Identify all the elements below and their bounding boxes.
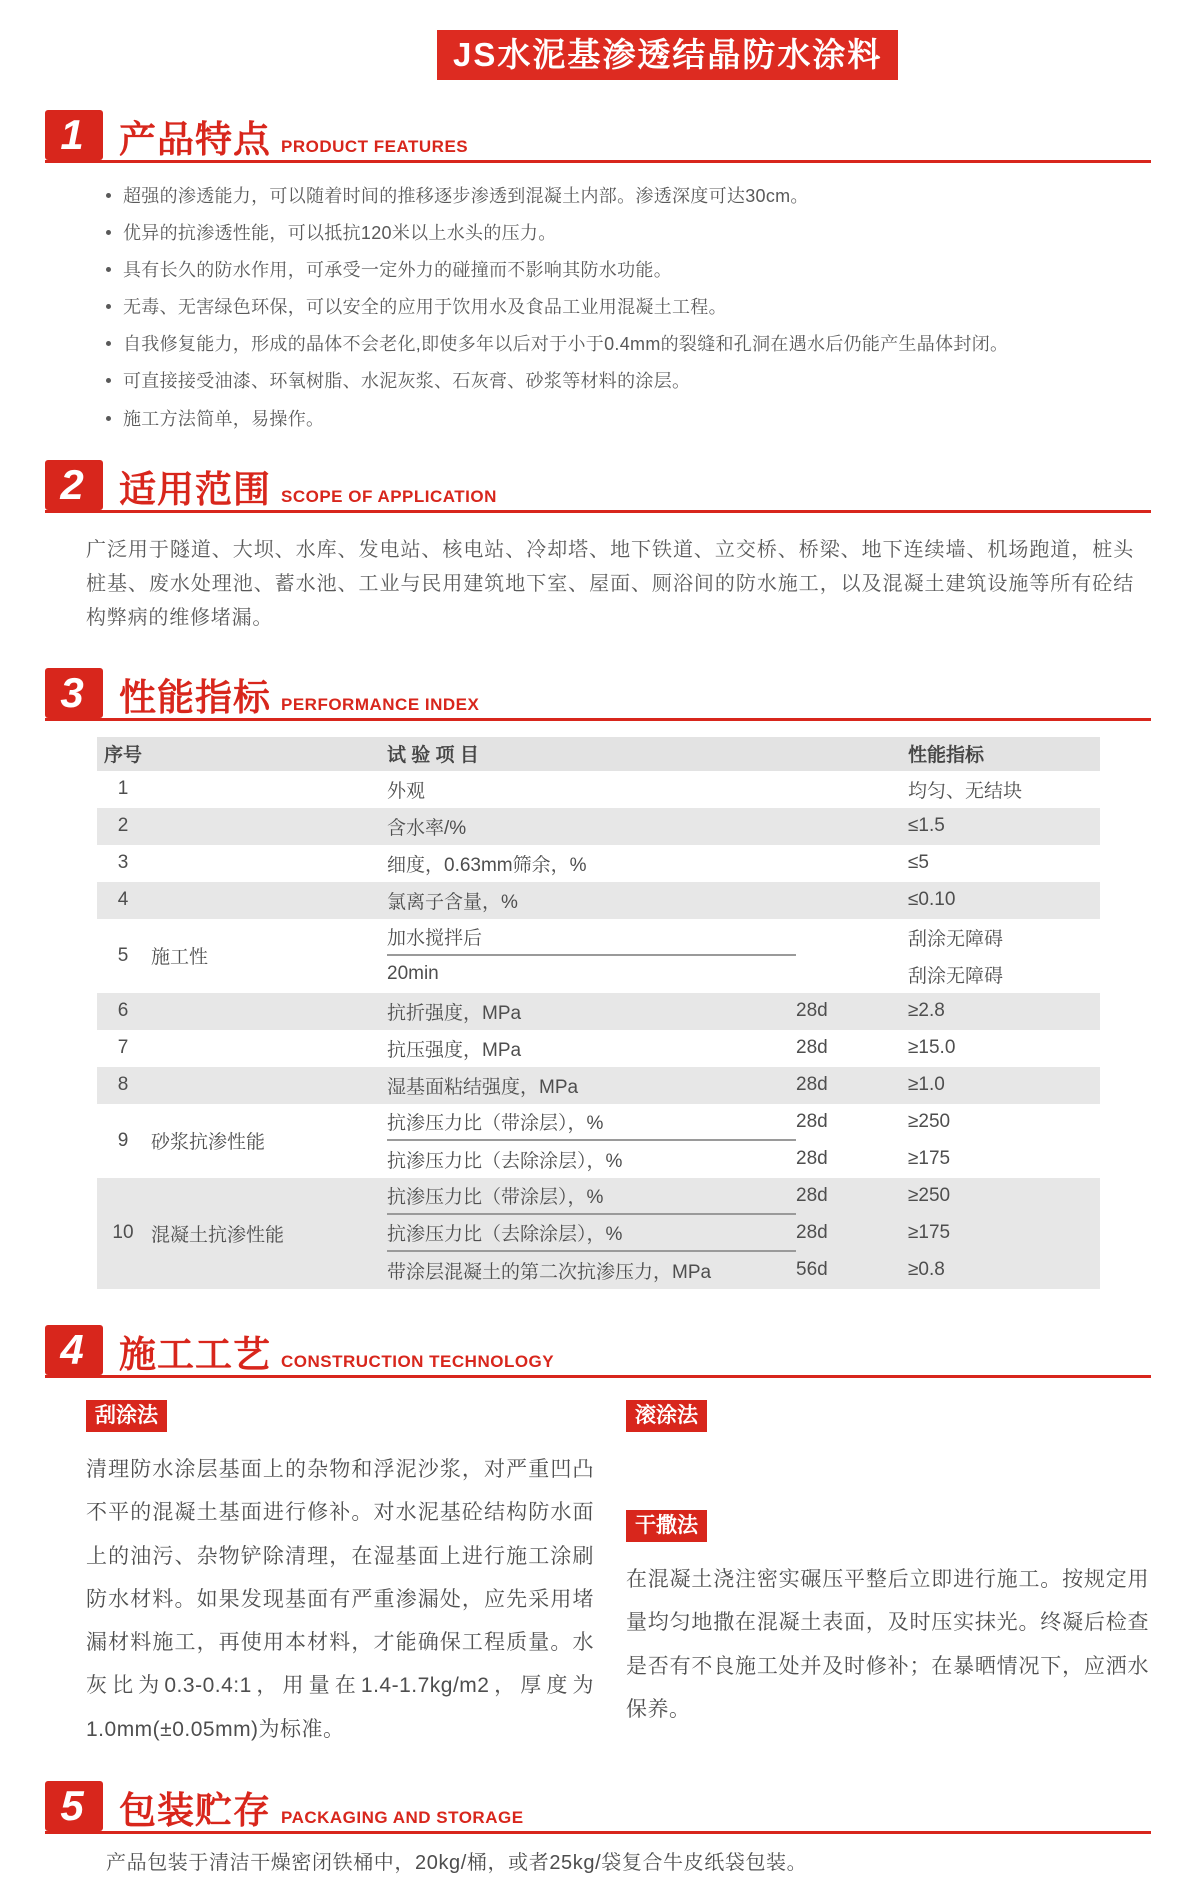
packaging-section bbox=[0, 1781, 1189, 1878]
feature-bullet-item bbox=[106, 331, 1129, 357]
dry-sprinkle-method-text: 在混凝土浇注密实碾压平整后立即进行施工。按规定用量均匀地撒在混凝土表面，及时压实抹光。终凝后检查是否有不良施工处并及时修补；在暴晒情况下，应洒水保养。 bbox=[626, 1568, 1149, 1721]
index-value-cell: ≥1.0 bbox=[908, 1074, 945, 1096]
feature-bullet-text: 无毒、无害绿色环保，可以安全的应用于饮用水及食品工业用混凝土工程。 bbox=[123, 297, 727, 318]
scrape-method-column bbox=[86, 1400, 594, 1751]
items-wrap bbox=[387, 1104, 1100, 1178]
section-subtitle: SCOPE OF APPLICATION bbox=[281, 486, 497, 506]
index-value-cell: ≤0.10 bbox=[908, 889, 956, 911]
table-row bbox=[97, 1178, 1100, 1289]
section-number-badge: 4 bbox=[45, 1325, 103, 1375]
section-title: 施工工艺 bbox=[119, 1333, 271, 1375]
test-subrow bbox=[387, 1215, 1100, 1252]
index-value-cell: ≥175 bbox=[908, 1222, 951, 1244]
feature-bullet-item bbox=[106, 368, 1129, 394]
section-number-badge: 1 bbox=[45, 110, 103, 160]
feature-bullet-item bbox=[106, 257, 1129, 283]
dry-sprinkle-method-badge: 干撒法 bbox=[626, 1510, 707, 1542]
items-wrap bbox=[387, 808, 1100, 845]
table-row bbox=[97, 845, 1100, 882]
test-subrow bbox=[387, 919, 1100, 956]
roller-method-badge: 滚涂法 bbox=[626, 1400, 707, 1432]
age-cell: 28d bbox=[796, 1000, 828, 1022]
bullet-dot-icon bbox=[106, 304, 111, 309]
test-item-cell: 含水率/% bbox=[387, 817, 467, 839]
header-subwrap bbox=[387, 737, 1100, 771]
feature-bullet-item bbox=[106, 183, 1129, 209]
test-item-cell: 抗压强度，MPa bbox=[387, 1039, 522, 1061]
bullet-dot-icon bbox=[106, 193, 111, 198]
section-subtitle: PACKAGING AND STORAGE bbox=[281, 1807, 524, 1827]
table-row bbox=[97, 1104, 1100, 1178]
index-value-cell: ≥0.8 bbox=[908, 1259, 945, 1281]
feature-bullet-item bbox=[106, 220, 1129, 246]
test-item-cell: 细度，0.63mm筛余，% bbox=[387, 854, 587, 876]
table-row bbox=[97, 993, 1100, 1030]
test-subrow bbox=[387, 1104, 1100, 1141]
index-value-cell: ≤1.5 bbox=[908, 815, 945, 837]
section-number-badge: 3 bbox=[45, 668, 103, 718]
items-wrap bbox=[387, 1178, 1100, 1289]
section-header-construction bbox=[45, 1325, 1151, 1378]
test-item-cell: 抗渗压力比（带涂层），% bbox=[387, 1104, 796, 1141]
index-value-cell: ≥15.0 bbox=[908, 1037, 956, 1059]
scrape-method-badge: 刮涂法 bbox=[86, 1400, 167, 1432]
header-subrow bbox=[387, 737, 1100, 771]
test-subrow bbox=[387, 845, 1100, 882]
age-cell: 28d bbox=[796, 1148, 828, 1170]
section-title: 包装贮存 bbox=[119, 1789, 271, 1831]
section-title: 适用范围 bbox=[119, 468, 271, 510]
age-cell: 28d bbox=[796, 1111, 828, 1133]
table-row bbox=[97, 882, 1100, 919]
test-subrow bbox=[387, 1030, 1100, 1067]
test-item-cell: 湿基面粘结强度，MPa bbox=[387, 1076, 579, 1098]
feature-bullet-item bbox=[106, 294, 1129, 320]
section-header-packaging bbox=[45, 1781, 1151, 1834]
seq-cell: 4 bbox=[117, 889, 129, 911]
table-row bbox=[97, 1067, 1100, 1104]
test-item-cell: 抗折强度，MPa bbox=[387, 1002, 522, 1024]
items-wrap bbox=[387, 771, 1100, 808]
roll-dry-method-column bbox=[626, 1400, 1149, 1751]
index-value-cell: 均匀、无结块 bbox=[908, 780, 1023, 802]
section-header-scope bbox=[45, 460, 1151, 513]
section-subtitle: PRODUCT FEATURES bbox=[281, 137, 469, 156]
feature-list bbox=[106, 183, 1129, 432]
section-header-performance bbox=[45, 668, 1151, 721]
index-value-cell: ≥2.8 bbox=[908, 1000, 945, 1022]
items-wrap bbox=[387, 1067, 1100, 1104]
test-item-cell: 抗渗压力比（带涂层），% bbox=[387, 1178, 796, 1215]
feature-bullet-text: 施工方法简单，易操作。 bbox=[123, 408, 325, 429]
test-item-cell: 氯离子含量，% bbox=[387, 891, 518, 913]
test-subrow bbox=[387, 771, 1100, 808]
bullet-dot-icon bbox=[106, 416, 111, 421]
section-title: 性能指标 bbox=[119, 676, 271, 718]
section-title: 产品特点 bbox=[119, 119, 271, 160]
table-row bbox=[97, 1030, 1100, 1067]
items-wrap bbox=[387, 845, 1100, 882]
age-cell: 28d bbox=[796, 1185, 828, 1207]
test-subrow bbox=[387, 882, 1100, 919]
test-item-cell: 20min bbox=[387, 963, 439, 985]
performance-table bbox=[97, 737, 1100, 1289]
construction-columns bbox=[86, 1400, 1149, 1751]
feature-bullet-text: 优异的抗渗透性能，可以抵抗120米以上水头的压力。 bbox=[123, 223, 557, 244]
category-cell: 砂浆抗渗性能 bbox=[151, 1132, 266, 1154]
table-row bbox=[97, 808, 1100, 845]
section-number-badge: 5 bbox=[45, 1781, 103, 1831]
items-wrap bbox=[387, 993, 1100, 1030]
age-cell: 28d bbox=[796, 1222, 828, 1244]
packaging-paragraph: 产品包装于清洁干燥密闭铁桶中，20kg/桶，或者25kg/袋复合牛皮纸袋包装。 bbox=[106, 1851, 808, 1874]
index-value-cell: ≥175 bbox=[908, 1148, 951, 1170]
index-value-cell: ≥250 bbox=[908, 1111, 951, 1133]
seq-cell: 7 bbox=[117, 1037, 129, 1059]
seq-cell: 8 bbox=[117, 1074, 129, 1096]
test-subrow bbox=[387, 808, 1100, 845]
test-item-cell: 抗渗压力比（去除涂层），% bbox=[387, 1215, 796, 1252]
scope-paragraph: 广泛用于隧道、大坝、水库、发电站、核电站、冷却塔、地下铁道、立交桥、桥梁、地下连续墙、机场跑道，桩头桩基、废水处理池、蓄水池、工业与民用建筑地下室、屋面、厕浴间的防水施工，以及混凝土建筑设施等所有砼结构弊病的维修堵漏。 bbox=[86, 538, 1134, 630]
index-value-cell: ≥250 bbox=[908, 1185, 951, 1207]
section-subtitle: PERFORMANCE INDEX bbox=[281, 694, 480, 714]
category-cell: 混凝土抗渗性能 bbox=[151, 1224, 285, 1246]
bullet-dot-icon bbox=[106, 230, 111, 235]
age-cell: 28d bbox=[796, 1074, 828, 1096]
seq-cell: 6 bbox=[117, 1000, 129, 1022]
test-item-cell: 加水搅拌后 bbox=[387, 919, 796, 956]
test-item-cell: 外观 bbox=[387, 780, 426, 802]
feature-bullet-text: 可直接接受油漆、环氧树脂、水泥灰浆、石灰膏、砂浆等材料的涂层。 bbox=[123, 371, 691, 392]
table-row bbox=[97, 919, 1100, 993]
bullet-dot-icon bbox=[106, 341, 111, 346]
seq-cell: 1 bbox=[117, 778, 129, 800]
feature-bullet-text: 超强的渗透能力，可以随着时间的推移逐步渗透到混凝土内部。渗透深度可达30cm。 bbox=[123, 186, 809, 206]
section-subtitle: CONSTRUCTION TECHNOLOGY bbox=[281, 1351, 555, 1371]
feature-bullet-text: 具有长久的防水作用，可承受一定外力的碰撞而不影响其防水功能。 bbox=[123, 260, 672, 281]
test-subrow bbox=[387, 1141, 1100, 1178]
age-cell: 28d bbox=[796, 1037, 828, 1059]
spacer bbox=[626, 1432, 1149, 1510]
page-title: JS水泥基渗透结晶防水涂料 bbox=[437, 30, 898, 80]
header-seq: 序号 bbox=[103, 745, 142, 767]
items-wrap bbox=[387, 919, 1100, 993]
seq-cell: 9 bbox=[117, 1129, 129, 1151]
table-header-row bbox=[97, 737, 1100, 771]
feature-bullet-item bbox=[106, 406, 1129, 432]
index-value-cell: 刮涂无障碍 bbox=[908, 928, 1004, 950]
header-index: 性能指标 bbox=[908, 745, 985, 767]
seq-cell: 2 bbox=[117, 815, 129, 837]
table-row bbox=[97, 771, 1100, 808]
test-subrow bbox=[387, 956, 1100, 993]
section-number-badge: 2 bbox=[45, 460, 103, 510]
scrape-method-text: 清理防水涂层基面上的杂物和浮泥沙浆，对严重凹凸不平的混凝土基面进行修补。对水泥基砼结构防水面上的油污、杂物铲除清理，在湿基面上进行施工涂刷防水材料。如果发现基面有严重渗漏处，应先采用堵漏材料施工，再使用本材料，才能确保工程质量。水灰比为0.3-0.4:1，用量在1.4-1.7kg/m2，厚度为1.0mm(±0.05mm)为标准。 bbox=[86, 1458, 594, 1741]
seq-cell: 3 bbox=[117, 852, 129, 874]
header-test-item: 试 验 项 目 bbox=[387, 745, 479, 767]
seq-cell: 5 bbox=[117, 944, 129, 966]
test-subrow bbox=[387, 1178, 1100, 1215]
feature-bullet-text: 自我修复能力，形成的晶体不会老化,即使多年以后对于小于0.4mm的裂缝和孔洞在遇水后仍能产生晶体封闭。 bbox=[123, 334, 1009, 355]
bullet-dot-icon bbox=[106, 267, 111, 272]
index-value-cell: 刮涂无障碍 bbox=[908, 965, 1004, 987]
test-subrow bbox=[387, 1252, 1100, 1289]
test-subrow bbox=[387, 993, 1100, 1030]
bullet-dot-icon bbox=[106, 378, 111, 383]
test-item-cell: 抗渗压力比（去除涂层），% bbox=[387, 1150, 623, 1172]
seq-cell: 10 bbox=[112, 1222, 134, 1244]
items-wrap bbox=[387, 1030, 1100, 1067]
section-header-features bbox=[45, 110, 1151, 163]
test-subrow bbox=[387, 1067, 1100, 1104]
age-cell: 56d bbox=[796, 1259, 828, 1281]
index-value-cell: ≤5 bbox=[908, 852, 929, 874]
items-wrap bbox=[387, 882, 1100, 919]
test-item-cell: 带涂层混凝土的第二次抗渗压力，MPa bbox=[387, 1261, 712, 1283]
category-cell: 施工性 bbox=[151, 947, 209, 969]
